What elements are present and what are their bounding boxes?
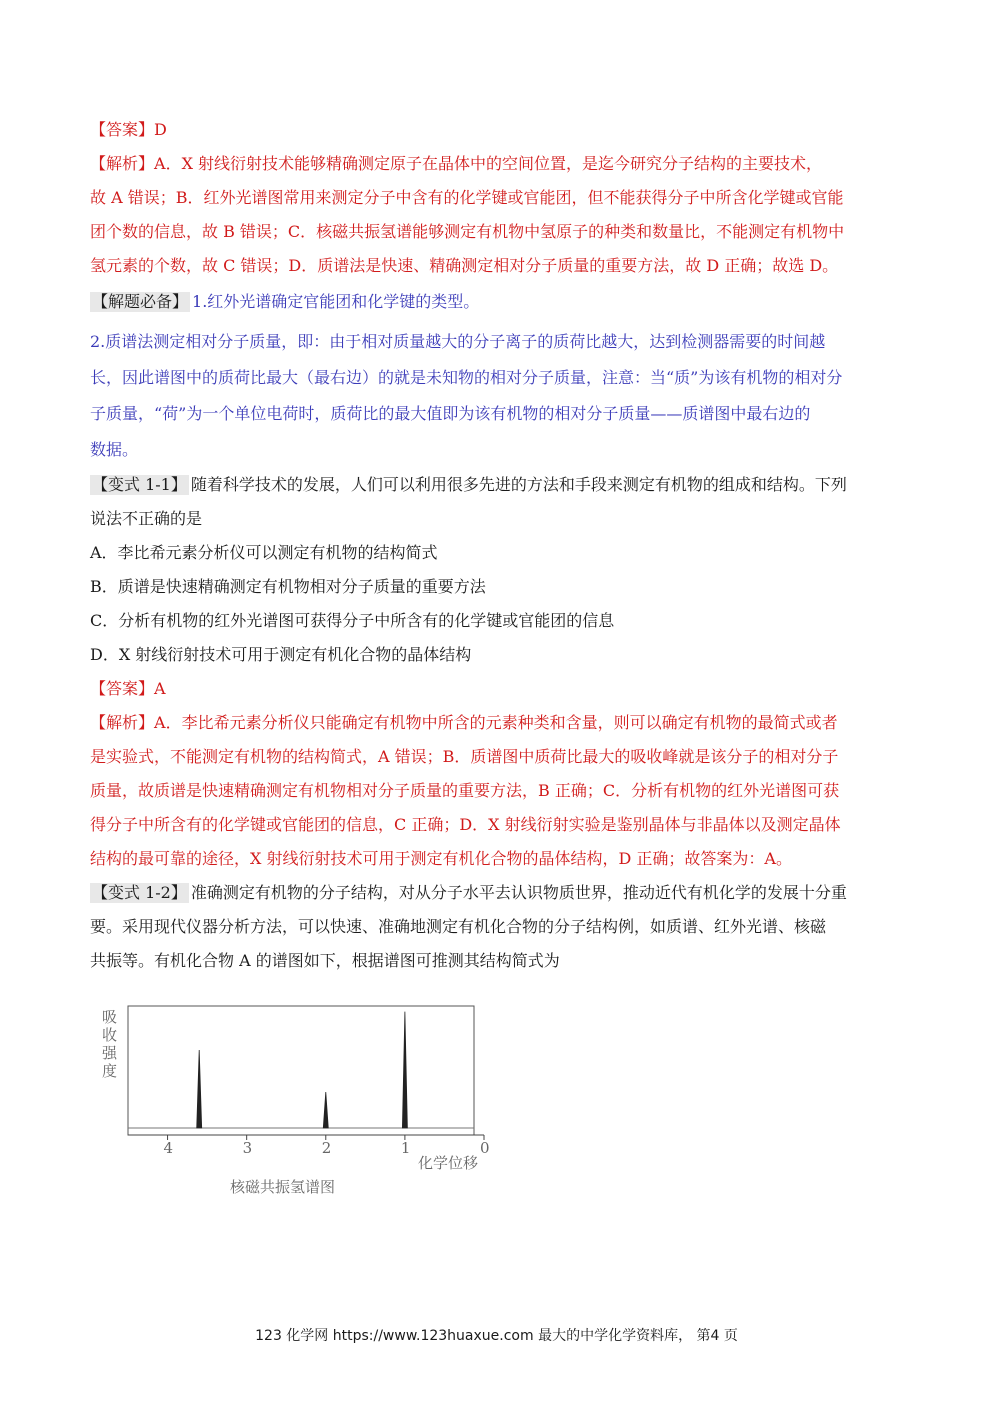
v11-option-a: A．李比希元素分析仪可以测定有机物的结构简式	[90, 543, 438, 562]
x-tick-label: 3	[242, 1139, 253, 1157]
v12-stem-line-1: 【变式 1-2】 准确测定有机物的分子结构，对从分子水平去认识物质世界，推动近代有机化学的发展十分重	[92, 883, 847, 902]
ylabel-char-1: 吸	[102, 1008, 118, 1026]
x-tick-label: 1	[400, 1139, 411, 1157]
v11-tag: 【变式 1-1】	[92, 475, 187, 494]
tips-tag: 【解题必备】	[92, 292, 189, 311]
answer-tag: 【答案】	[90, 679, 155, 698]
v12-stem-line-2: 要。采用现代仪器分析方法，可以快速、准确地测定有机化合物的分子结构例，如质谱、红外光谱、核磁	[90, 917, 827, 936]
analysis-tag: 【解析】	[90, 154, 155, 173]
ylabel-char-3: 强	[102, 1044, 118, 1062]
answer-value: D	[154, 120, 167, 139]
tips-line-2: 2.质谱法测定相对分子质量，即：由于相对质量越大的分子离子的质荷比越大，达到检测器需要的时间越	[90, 332, 826, 351]
peaks	[197, 1012, 408, 1128]
v11-option-c: C．分析有机物的红外光谱图可获得分子中所含有的化学键或官能团的信息	[90, 611, 615, 630]
q1-analysis-line-1: 【解析】A．X 射线衍射技术能够精确测定原子在晶体中的空间位置，是迄今研究分子结构的主要技术，	[90, 154, 823, 173]
analysis-tag: 【解析】	[90, 713, 155, 732]
tips-line-5: 数据。	[90, 440, 139, 459]
answer-value: A	[154, 679, 166, 698]
v12-stem-line-3: 共振等。有机化合物 A 的谱图如下，根据谱图可推测其结构简式为	[90, 951, 560, 970]
tips-line-4: 子质量，“荷”为一个单位电荷时，质荷比的最大值即为该有机物的相对分子质量——质谱图中最右边的	[90, 404, 811, 423]
q1-analysis-line-4: 氢元素的个数，故 C 错误；D．质谱法是快速、精确测定相对分子质量的重要方法，故 D 正确；故选 D。	[90, 256, 839, 275]
v11-stem-line-1: 【变式 1-1】 随着科学技术的发展，人们可以利用很多先进的方法和手段来测定有机物的组成和结构。下列	[92, 475, 847, 494]
page-footer: 123 化学网 https://www.123huaxue.com 最大的中学化学资料库， 第4 页	[255, 1328, 738, 1344]
v11-analysis-line-2: 是实验式，不能测定有机物的结构简式，A 错误；B．质谱图中质荷比最大的吸收峰就是该分子的相对分子	[90, 747, 839, 766]
v11-option-b: B．质谱是快速精确测定有机物相对分子质量的重要方法	[90, 577, 486, 596]
q1-analysis-line-3: 团个数的信息，故 B 错误；C．核磁共振氢谱能够测定有机物中氢原子的种类和数量比，不能测定有机物中	[90, 222, 845, 241]
v11-analysis-line-1: 【解析】A．李比希元素分析仪只能确定有机物中所含的元素种类和含量，则可以确定有机物的最简式或者	[90, 713, 838, 732]
answer-tag: 【答案】	[90, 120, 155, 139]
tips-line-3: 长，因此谱图中的质荷比最大（最右边）的就是未知物的相对分子质量，注意：当“质”为该有机物的相对分	[90, 368, 843, 387]
x-tick-label: 0	[480, 1139, 490, 1157]
v11-option-d: D．X 射线衍射技术可用于测定有机化合物的晶体结构	[90, 645, 472, 664]
v11-stem-line-2: 说法不正确的是	[90, 509, 203, 528]
ylabel-char-2: 收	[102, 1026, 118, 1044]
x-axis-label: 化学位移	[418, 1154, 479, 1172]
nmr-peak	[197, 1050, 202, 1128]
nmr-figure	[90, 1000, 500, 1200]
x-tick-label: 2	[321, 1139, 332, 1157]
q1-analysis-line-2: 故 A 错误；B．红外光谱图常用来测定分子中含有的化学键或官能团，但不能获得分子中所含化学键或官能	[90, 188, 844, 207]
plot-frame	[128, 1006, 474, 1135]
v12-tag: 【变式 1-2】	[92, 883, 187, 902]
v11-answer	[90, 679, 166, 699]
v11-analysis-line-4: 得分子中所含有的化学键或官能团的信息，C 正确；D．X 射线衍射实验是鉴别晶体与非晶体以及测定晶体	[90, 815, 841, 834]
nmr-peak	[402, 1012, 407, 1128]
x-tick-label: 4	[163, 1139, 174, 1157]
tips-line-1: 【解题必备】 1.红外光谱确定官能团和化学键的类型。	[92, 292, 480, 311]
v11-analysis-line-3: 质量，故质谱是快速精确测定有机物相对分子质量的重要方法，B 正确；C．分析有机物的红外光谱图可获	[90, 781, 840, 800]
chart-title: 核磁共振氢谱图	[230, 1178, 336, 1196]
nmr-peak	[323, 1092, 328, 1128]
v11-analysis-line-5: 结构的最可靠的途径，X 射线衍射技术可用于测定有机化合物的晶体结构，D 正确；故答案为：A。	[90, 849, 792, 868]
nmr-chart	[90, 1000, 500, 1200]
ylabel-char-4: 度	[102, 1062, 118, 1080]
q1-answer	[90, 120, 167, 140]
